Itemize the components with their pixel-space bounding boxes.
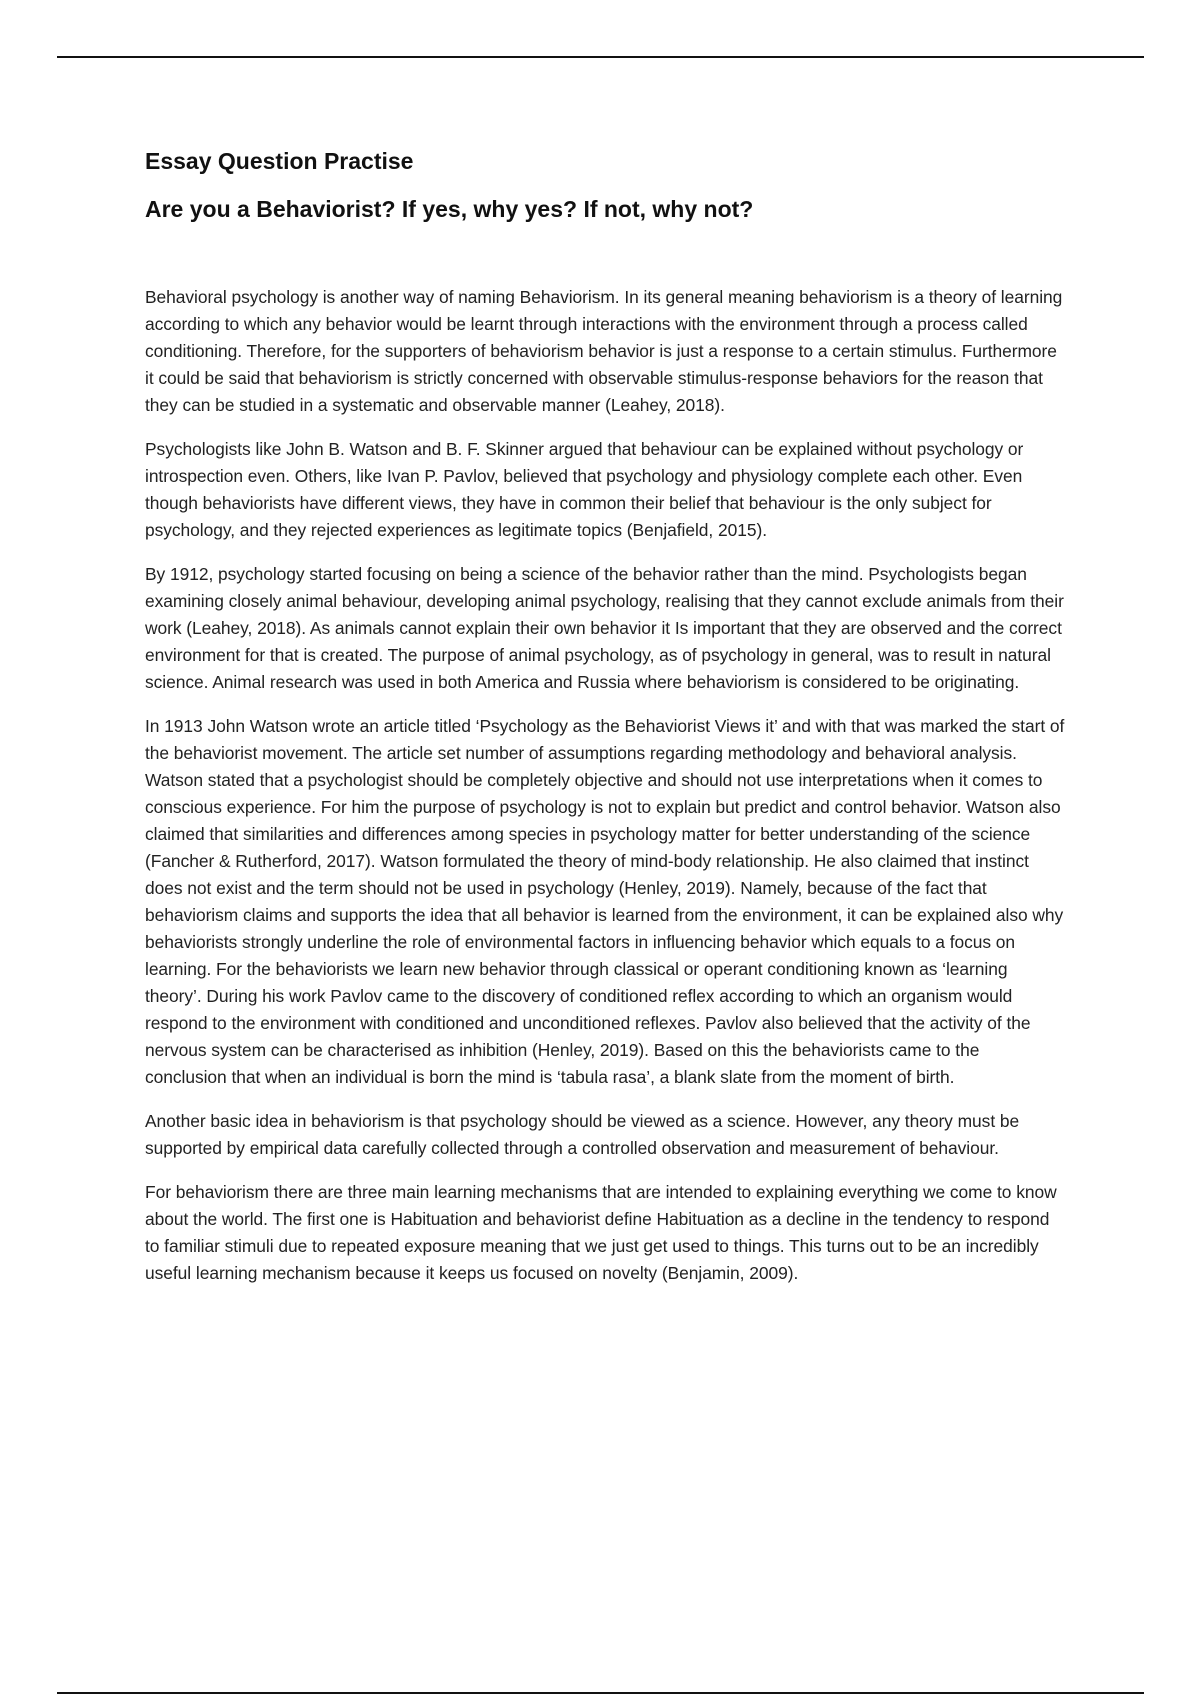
paragraph-6: For behaviorism there are three main learning mechanisms that are intended to explaining everything we come to know about the world. The first one is Habituation and behaviorist define Habituation as a decline in the tendency to respond to familiar stimuli due to repeated exposure meaning that we just get used to things. This turns out to be an incredibly useful learning mechanism because it keeps us focused on novelty (Benjamin, 2009). [145,1182,1057,1283]
paragraph-5: Another basic idea in behaviorism is that psychology should be viewed as a science. However, any theory must be supported by empirical data carefully collected through a controlled observation and measurement of behaviour. [145,1111,1020,1158]
top-divider [57,56,1144,58]
document-body [145,146,1065,1304]
paragraph-1: Behavioral psychology is another way of naming Behaviorism. In its general meaning behaviorism is a theory of learning according to which any behavior would be learnt through interactions with the environment through a process called conditioning. Therefore, for the supporters of behaviorism behavior is just a response to a certain stimulus. Furthermore it could be said that behaviorism is strictly concerned with observable stimulus-response behaviors for the reason that they can be studied in a systematic and observable manner (Leahey, 2018). [145,287,1063,415]
essay-text [145,284,1065,1287]
document-title: Essay Question Practise [145,148,414,174]
paragraph-4: In 1913 John Watson wrote an article titled ‘Psychology as the Behaviorist Views it’ and with that was marked the start of the behaviorist movement. The article set number of assumptions regarding methodology and behavioral analysis. Watson stated that a psychologist should be completely objective and should not use interpretations when it comes to conscious experience. For him the purpose of psychology is not to explain but predict and control behavior. Watson also claimed that similarities and differences among species in psychology matter for better understanding of the science (Fancher & Rutherford, 2017). Watson formulated the theory of mind-body relationship. He also claimed that instinct does not exist and the term should not be used in psychology (Henley, 2019). Namely, because of the fact that behaviorism claims and supports the idea that all behavior is learned from the environment, it can be explained also why behaviorists strongly underline the role of environmental factors in influencing behavior which equals to a focus on learning. For the behaviorists we learn new behavior through classical or operant conditioning known as ‘learning theory’. During his work Pavlov came to the discovery of conditioned reflex according to which an organism would respond to the environment with conditioned and unconditioned reflexes. Pavlov also believed that the activity of the nervous system can be characterised as inhibition (Henley, 2019). Based on this the behaviorists came to the conclusion that when an individual is born the mind is ‘tabula rasa’, a blank slate from the moment of birth. [145,716,1065,1087]
paragraph-2: Psychologists like John B. Watson and B. F. Skinner argued that behaviour can be explained without psychology or introspection even. Others, like Ivan P. Pavlov, believed that psychology and physiology complete each other. Even though behaviorists have different views, they have in common their belief that behaviour is the only subject for psychology, and they rejected experiences as legitimate topics (Benjafield, 2015). [145,439,1024,540]
paragraph-3: By 1912, psychology started focusing on being a science of the behavior rather than the mind. Psychologists began examining closely animal behaviour, developing animal psychology, realising that they cannot exclude animals from their work (Leahey, 2018). As animals cannot explain their own behavior it Is important that they are observed and the correct environment for that is created. The purpose of animal psychology, as of psychology in general, was to result in natural science. Animal research was used in both America and Russia where behaviorism is considered to be originating. [145,564,1064,692]
bottom-divider [57,1692,1144,1694]
essay-question: Are you a Behaviorist? If yes, why yes? If not, why not? [145,196,754,222]
